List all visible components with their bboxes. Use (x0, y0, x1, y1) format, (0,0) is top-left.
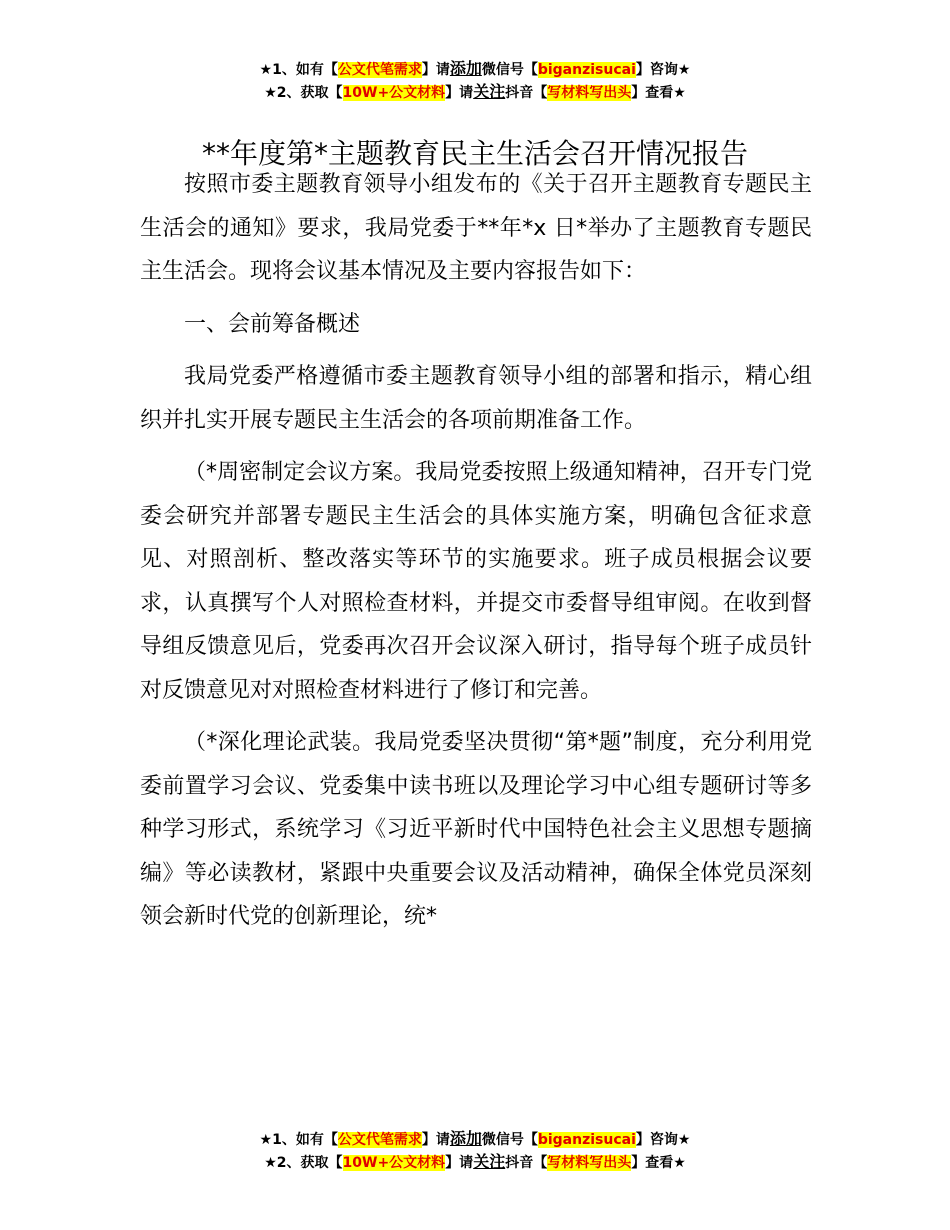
promo-emphasis: 添加 (449, 1129, 482, 1148)
promo-line-1 (0, 1128, 950, 1151)
promo-highlight: 10W+公文材料 (342, 1155, 446, 1171)
promo-text: 微信号【 (481, 1132, 538, 1148)
paragraph-intro: 按照市委主题教育领导小组发布的《关于召开主题教育专题民主生活会的通知》要求，我局党委于**年*x 日*举办了主题教育专题民主生活会。现将会议基本情况及主要内容报告如下： (140, 172, 812, 284)
promo-wechat-id: biganzisucai (537, 62, 636, 78)
promo-text: 】请 (445, 85, 474, 101)
promo-douyin-id: 写材料写出头 (547, 85, 632, 101)
promo-emphasis: 添加 (449, 59, 482, 78)
promo-emphasis: 关注 (473, 1152, 506, 1171)
promo-text: 抖音【 (505, 1155, 548, 1171)
paragraph-overview: 我局党委严格遵循市委主题教育领导小组的部署和指示，精心组织并扎实开展专题民主生活会的各项前期准备工作。 (140, 364, 812, 433)
promo-text: 】查看★ (631, 1155, 686, 1171)
promo-text: 】请 (445, 1155, 474, 1171)
promo-text: ★2、获取【 (264, 1155, 343, 1171)
paragraph-plan: （*周密制定会议方案。我局党委按照上级通知精神，召开专门党委会研究并部署专题民主生活会的具体实施方案，明确包含征求意见、对照剖析、整改落实等环节的实施要求。班子成员根据会议要求，认真撰写个人对照检查材料，并提交市委督导组审阅。在收到督导组反馈意见后，党委再次召开会议深入研讨，指导每个班子成员针对反馈意见对对照检查材料进行了修订和完善。 (140, 460, 812, 703)
promo-highlight: 10W+公文材料 (342, 85, 446, 101)
promo-line-1 (0, 58, 950, 81)
promo-text: 】查看★ (631, 85, 686, 101)
promo-text: 】请 (421, 62, 450, 78)
document-body (140, 163, 812, 948)
promo-text: 微信号【 (481, 62, 538, 78)
section-heading: 一、会前筹备概述 (184, 311, 361, 337)
promo-highlight: 公文代笔需求 (337, 1132, 422, 1148)
promo-text: 】请 (421, 1132, 450, 1148)
bottom-promo-banner (0, 1128, 950, 1174)
paragraph-theory: （*深化理论武装。我局党委坚决贯彻“第*题”制度，充分利用党委前置学习会议、党委集中读书班以及理论学习中心组专题研讨等多种学习形式，系统学习《习近平新时代中国特色社会主义思想专题摘编》等必读教材，紧跟中央重要会议及活动精神，确保全体党员深刻领会新时代党的创新理论，统* (140, 730, 813, 929)
promo-wechat-id: biganzisucai (537, 1132, 636, 1148)
promo-text: 】咨询★ (635, 1132, 691, 1148)
promo-text: 抖音【 (505, 85, 548, 101)
document-title: **年度第*主题教育民主生活会召开情况报告 (201, 136, 748, 170)
promo-text: ★1、如有【 (259, 62, 338, 78)
promo-line-2 (0, 81, 950, 104)
promo-text: ★2、获取【 (264, 85, 343, 101)
top-promo-banner (0, 58, 950, 104)
promo-text: 】咨询★ (635, 62, 691, 78)
promo-highlight: 公文代笔需求 (337, 62, 422, 78)
promo-douyin-id: 写材料写出头 (547, 1155, 632, 1171)
promo-line-2 (0, 1151, 950, 1174)
promo-emphasis: 关注 (473, 82, 506, 101)
promo-text: ★1、如有【 (259, 1132, 338, 1148)
